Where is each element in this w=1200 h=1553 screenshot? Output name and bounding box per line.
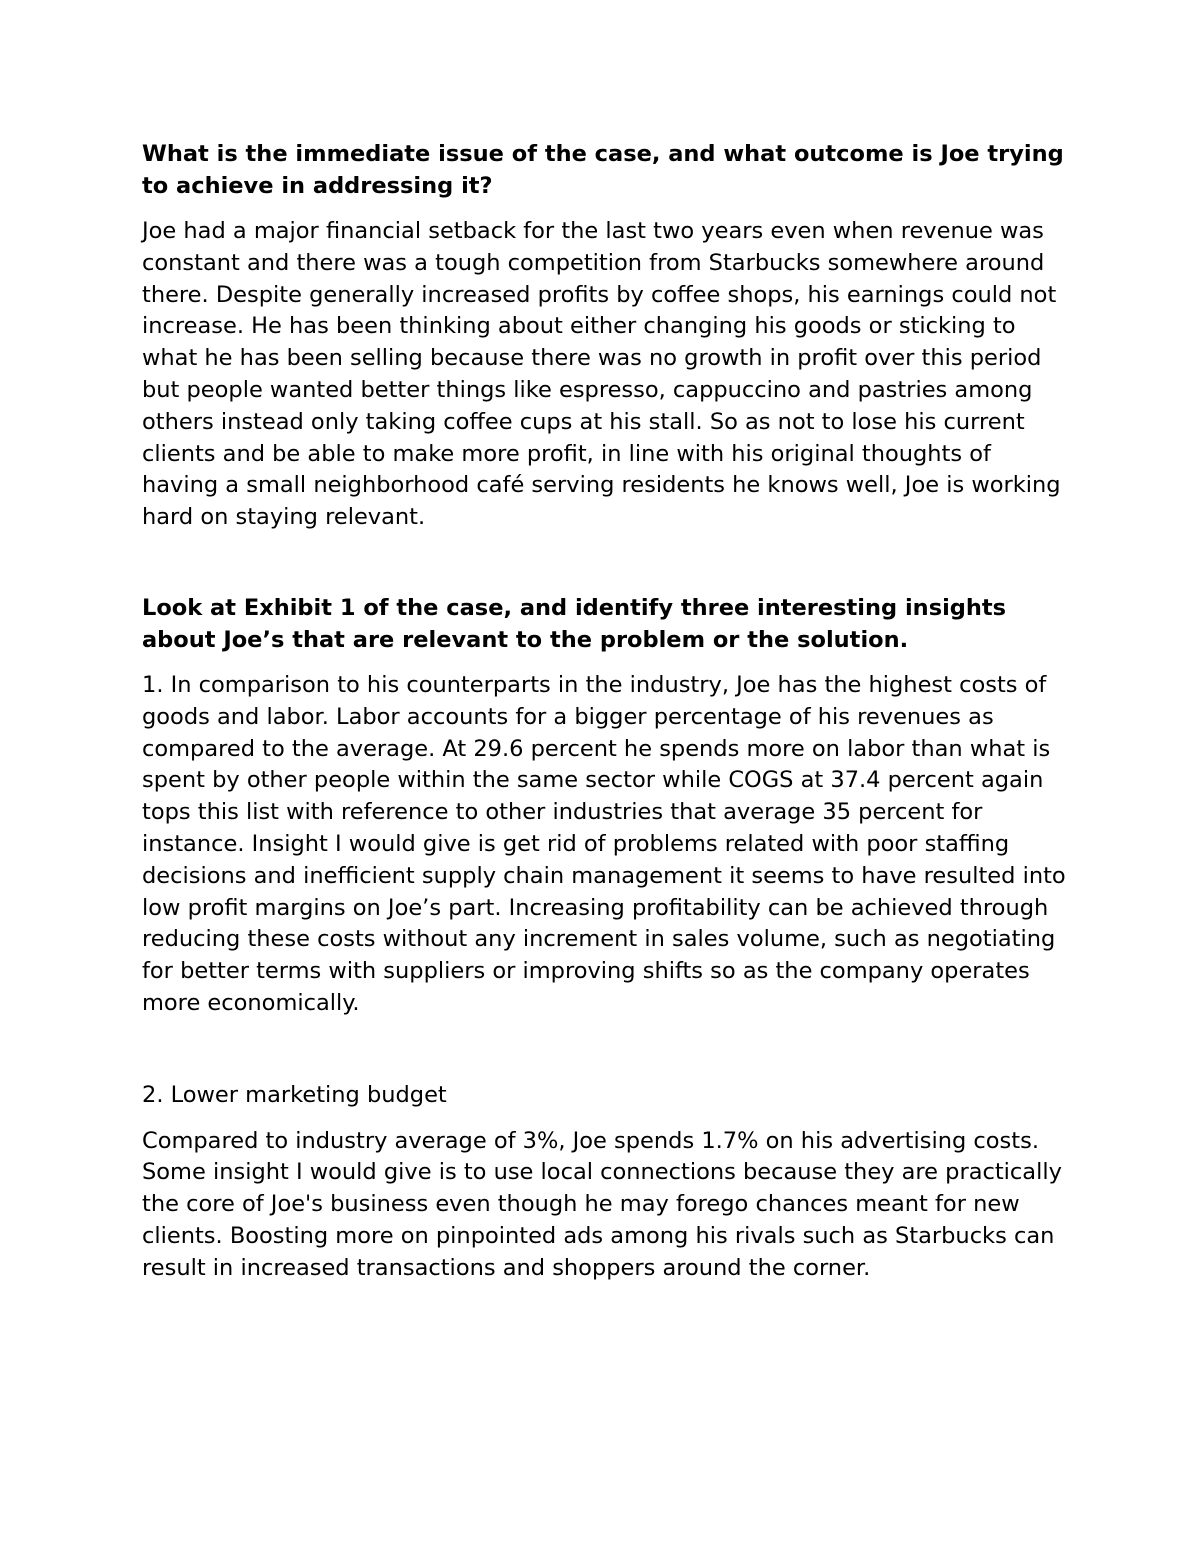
insight-2-heading: 2. Lower marketing budget [142,1081,447,1108]
question-1-heading: What is the immediate issue of the case, and what outcome is Joe trying to achieve in addressing it? [142,141,1064,199]
spacer [142,656,1072,670]
spacer [142,202,1072,216]
insight-2-paragraph: Compared to industry average of 3%, Joe spends 1.7% on his advertising costs. Some insight I would give is to use local connections because they are practically the core of Joe's business even though he may forego chances meant for new clients. Boosting more on pinpointed ads among his rivals such as Starbucks can result in increased transactions and shoppers around the corner. [142,1127,1062,1281]
answer-1-paragraph: Joe had a major financial setback for the last two years even when revenue was constant and there was a tough competition from Starbucks somewhere around there. Despite generally increased profits by coffee shops, his earnings could not increase. He has been thinking about either changing his goods or sticking to what he has been selling because there was no growth in profit over this period but people wanted better things like espresso, cappuccino and pastries among others instead only taking coffee cups at his stall. So as not to lose his current clients and be able to make more profit, in line with his original thoughts of having a small neighborhood café serving residents he knows well, Joe is working hard on staying relevant. [142,218,1061,531]
insight-1-paragraph: 1. In comparison to his counterparts in the industry, Joe has the highest costs of goods and labor. Labor accounts for a bigger percentage of his revenues as compared to the average. At 29.6 percent he spends more on labor than what is spent by other people within the same sector while COGS at 37.4 percent again tops this list with reference to other industries that average 35 percent for instance. Insight I would give is get rid of problems related with poor staffing decisions and inefficient supply chain management it seems to have resulted into low profit margins on Joe’s part. Increasing profitability can be achieved through reducing these costs without any increment in sales volume, such as negotiating for better terms with suppliers or improving shifts so as the company operates more economically. [142,671,1066,1016]
document-page [142,138,1072,1285]
spacer [142,534,1072,592]
spacer [142,1020,1072,1080]
spacer [142,1112,1072,1126]
question-2-heading: Look at Exhibit 1 of the case, and identify three interesting insights about Joe’s that are relevant to the problem or the solution. [142,594,1007,653]
